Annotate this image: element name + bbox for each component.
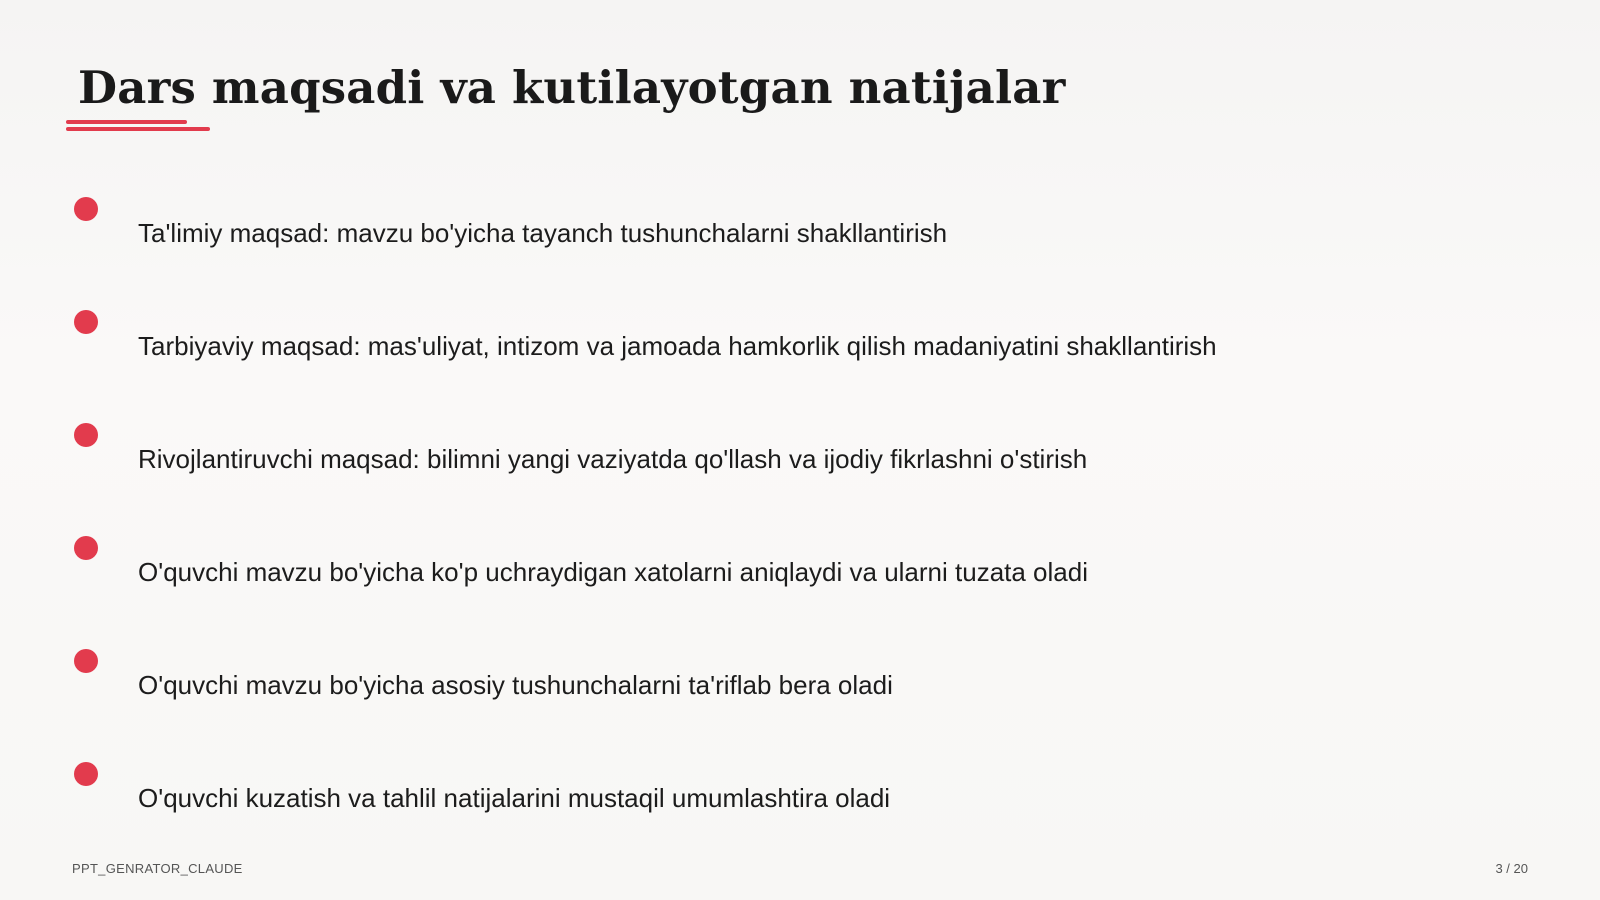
slide-title: Dars maqsadi va kutilayotgan natijalar: [78, 61, 1066, 114]
bullet-text: Ta'limiy maqsad: mavzu bo'yicha tayanch tushunchalarni shakllantirish: [138, 218, 948, 248]
bullet-text: O'quvchi kuzatish va tahlil natijalarini mustaqil umumlashtira oladi: [138, 783, 891, 813]
title-underline-long: [66, 127, 210, 131]
list-item: [0, 649, 1600, 709]
title-underline-short: [66, 120, 187, 124]
bullet-dot-icon: [74, 536, 98, 560]
bullet-text: O'quvchi mavzu bo'yicha asosiy tushunchalarni ta'riflab bera oladi: [138, 670, 893, 700]
list-item: [0, 536, 1600, 596]
bullet-dot-icon: [74, 423, 98, 447]
list-item: [0, 197, 1600, 257]
list-item: [0, 310, 1600, 370]
page-indicator: 3 / 20: [1495, 861, 1528, 876]
list-item: [0, 762, 1600, 822]
footer-label: PPT_GENRATOR_CLAUDE: [72, 861, 243, 876]
bullet-text: O'quvchi mavzu bo'yicha ko'p uchraydigan xatolarni aniqlaydi va ularni tuzata oladi: [138, 557, 1088, 587]
bullet-dot-icon: [74, 762, 98, 786]
list-item: [0, 423, 1600, 483]
bullet-text: Rivojlantiruvchi maqsad: bilimni yangi vaziyatda qo'llash va ijodiy fikrlashni o'stirish: [138, 444, 1088, 474]
bullet-dot-icon: [74, 197, 98, 221]
title-underline: [66, 120, 210, 134]
bullet-text: Tarbiyaviy maqsad: mas'uliyat, intizom va jamoada hamkorlik qilish madaniyatini shakllantirish: [138, 331, 1217, 361]
bullet-dot-icon: [74, 649, 98, 673]
bullet-dot-icon: [74, 310, 98, 334]
